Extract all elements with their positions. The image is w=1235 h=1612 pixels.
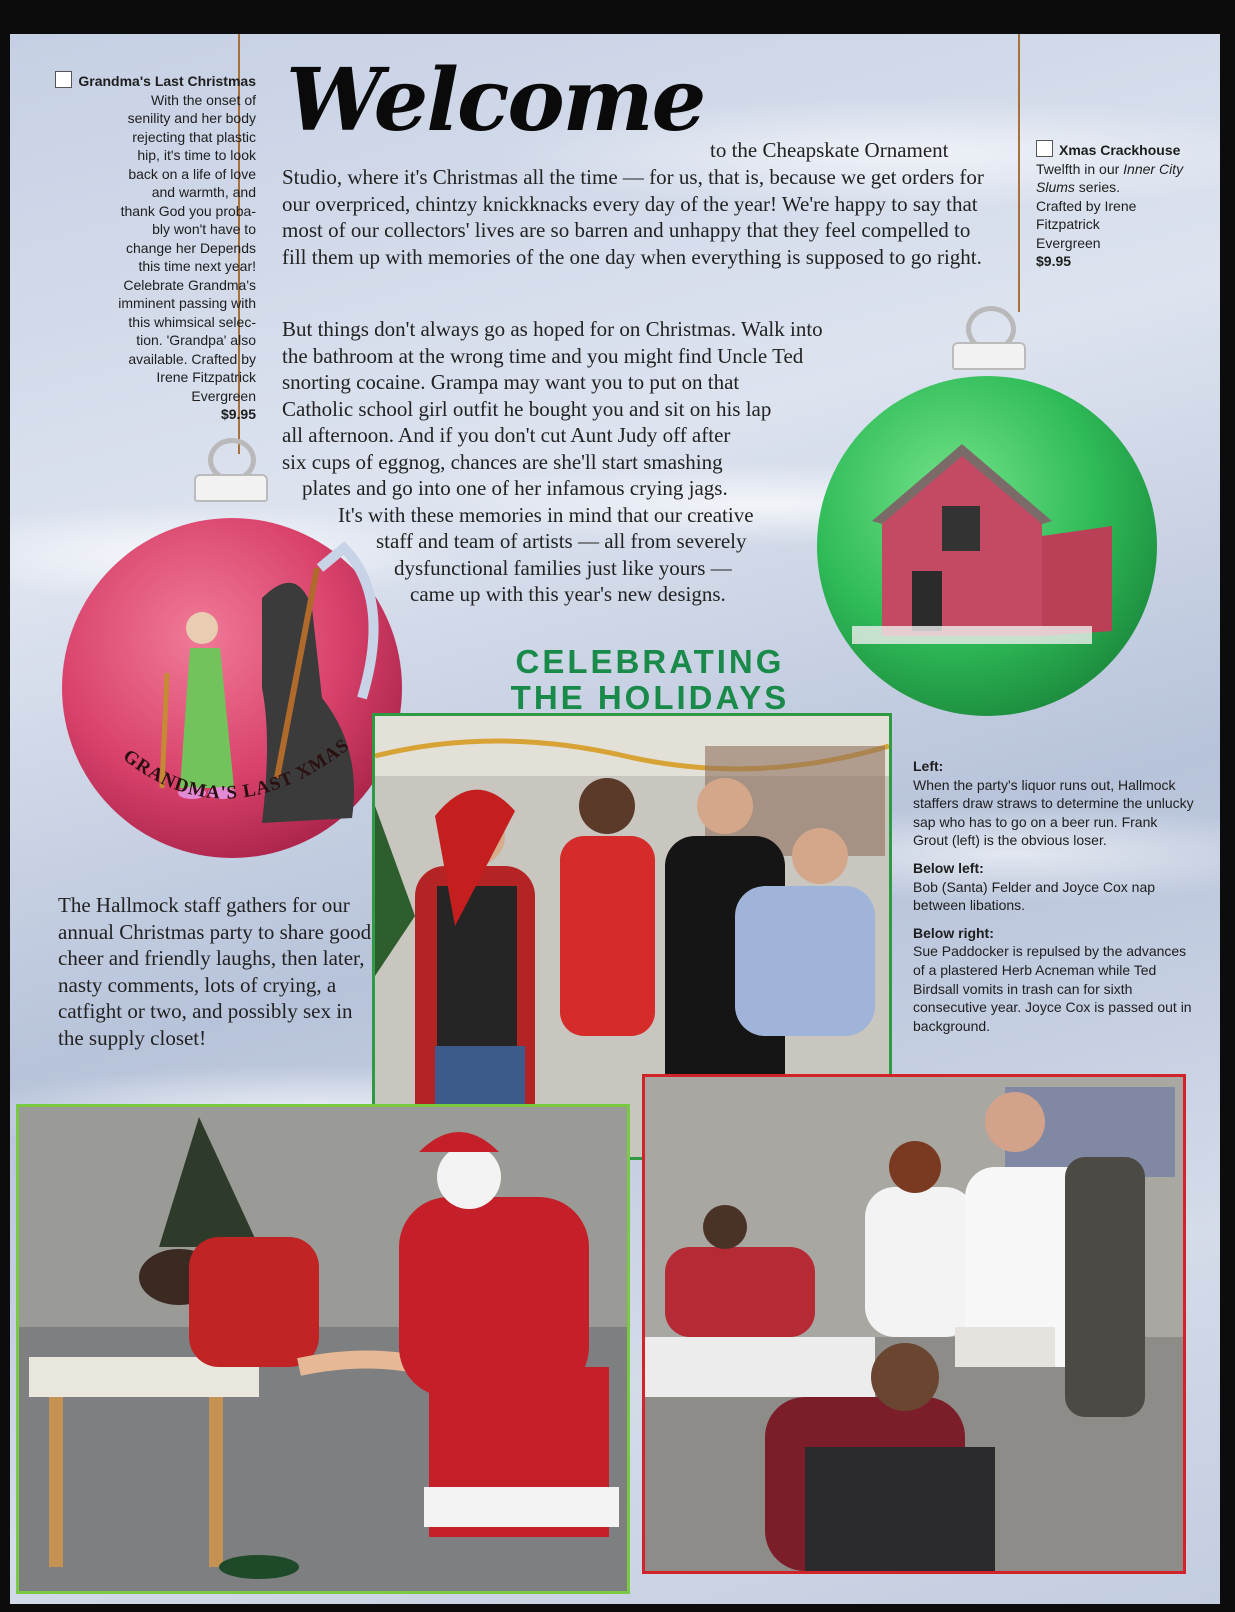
ornament-label: GRANDMA'S LAST XMAS (118, 734, 354, 804)
intro-paragraph-2: But things don't always go as hoped for on Christmas. Walk into the bathroom at the wrong time and you might find Uncle Ted snorting cocaine. Grampa may want you to put on that Catholic school girl outfit he bought you and sit on his lap all afternoon. And if you don't cut Aunt Judy off after six cups of eggnog, chances are she'll start smashing plates and go into one of her infamous crying jags. It's with these memories in mind that our creative staff and team of artists — all from severely dysfunctional families just like yours — came up with this year's new designs. (282, 317, 823, 606)
grandma-caption-title: Grandma's Last Christmas (78, 73, 256, 89)
photo-santa-napping-image (19, 1107, 627, 1591)
grandma-ornament-caption (46, 71, 256, 424)
crackhouse-ornament-art (812, 356, 1172, 726)
intro-paragraph-1: Studio, where it's Christmas all the time — for us, that is, because we get orders for our overpriced, chintzy knickknacks every day of the year! We're happy to say that most of our collectors' lives are so barren and unhappy that they feel compelled to fill them up with memories of the one day when everything is supposed to go right. (282, 165, 984, 269)
grandma-caption-body: With the onset of senility and her body rejecting that plastic hip, it's time to look back on a life of love and warmth, and thank God you proba- bly won't have to change her Depends this time next year! Celebrate Grandma's imminent passing with this whimsical selec- tion. 'Grandpa' also available. Crafted by Irene Fitzpatrick Evergreen (118, 91, 256, 404)
grandma-ornament (62, 438, 422, 878)
staff-paragraph: The Hallmock staff gathers for our annual Christmas party to share good cheer and friendly laughs, then later, nasty comments, lots of crying, a catfight or two, and possibly sex in the supply closet! (58, 893, 372, 1050)
grandma-caption-price: $9.95 (220, 406, 256, 422)
caption-below-left: Below left: Bob (Santa) Felder and Joyce Cox nap between libations. (913, 859, 1156, 914)
caption-below-right: Below right: Sue Paddocker is repulsed by the advances of a plastered Herb Acneman while Ted Birdsall vomits in trash can for sixth consecutive year. Joyce Cox is passed out in background. (913, 924, 1192, 1034)
checkbox-crackhouse[interactable] (1036, 140, 1053, 157)
photo-captions (913, 757, 1195, 1044)
photo-santa-napping (16, 1104, 630, 1594)
crackhouse-ornament-caption (1036, 140, 1186, 271)
section-heading: CELEBRATING THE HOLIDAYS (510, 643, 790, 716)
crackhouse-caption-price: $9.95 (1036, 253, 1072, 269)
crackhouse-caption-body: Twelfth in our Inner City Slums series. Crafted by Irene Fitzpatrick Evergreen (1036, 160, 1184, 251)
checkbox-grandma[interactable] (55, 71, 72, 88)
crackhouse-caption-title: Xmas Crackhouse (1059, 142, 1181, 158)
magazine-page (10, 34, 1220, 1604)
grandma-ornament-art (62, 488, 422, 878)
photo-trash-can-image (645, 1077, 1183, 1571)
photo-trash-can (642, 1074, 1186, 1574)
caption-left: Left: When the party's liquor runs out, Hallmock staffers draw straws to determine the unlucky sap who has to go on a beer run. Frank Grout (left) is the obvious loser. (913, 758, 1194, 849)
welcome-title: Welcome (286, 50, 705, 151)
crackhouse-ornament (812, 306, 1172, 726)
ornament-string-right (1018, 34, 1020, 312)
welcome-title-tail: to the Cheapskate Ornament (710, 138, 949, 162)
